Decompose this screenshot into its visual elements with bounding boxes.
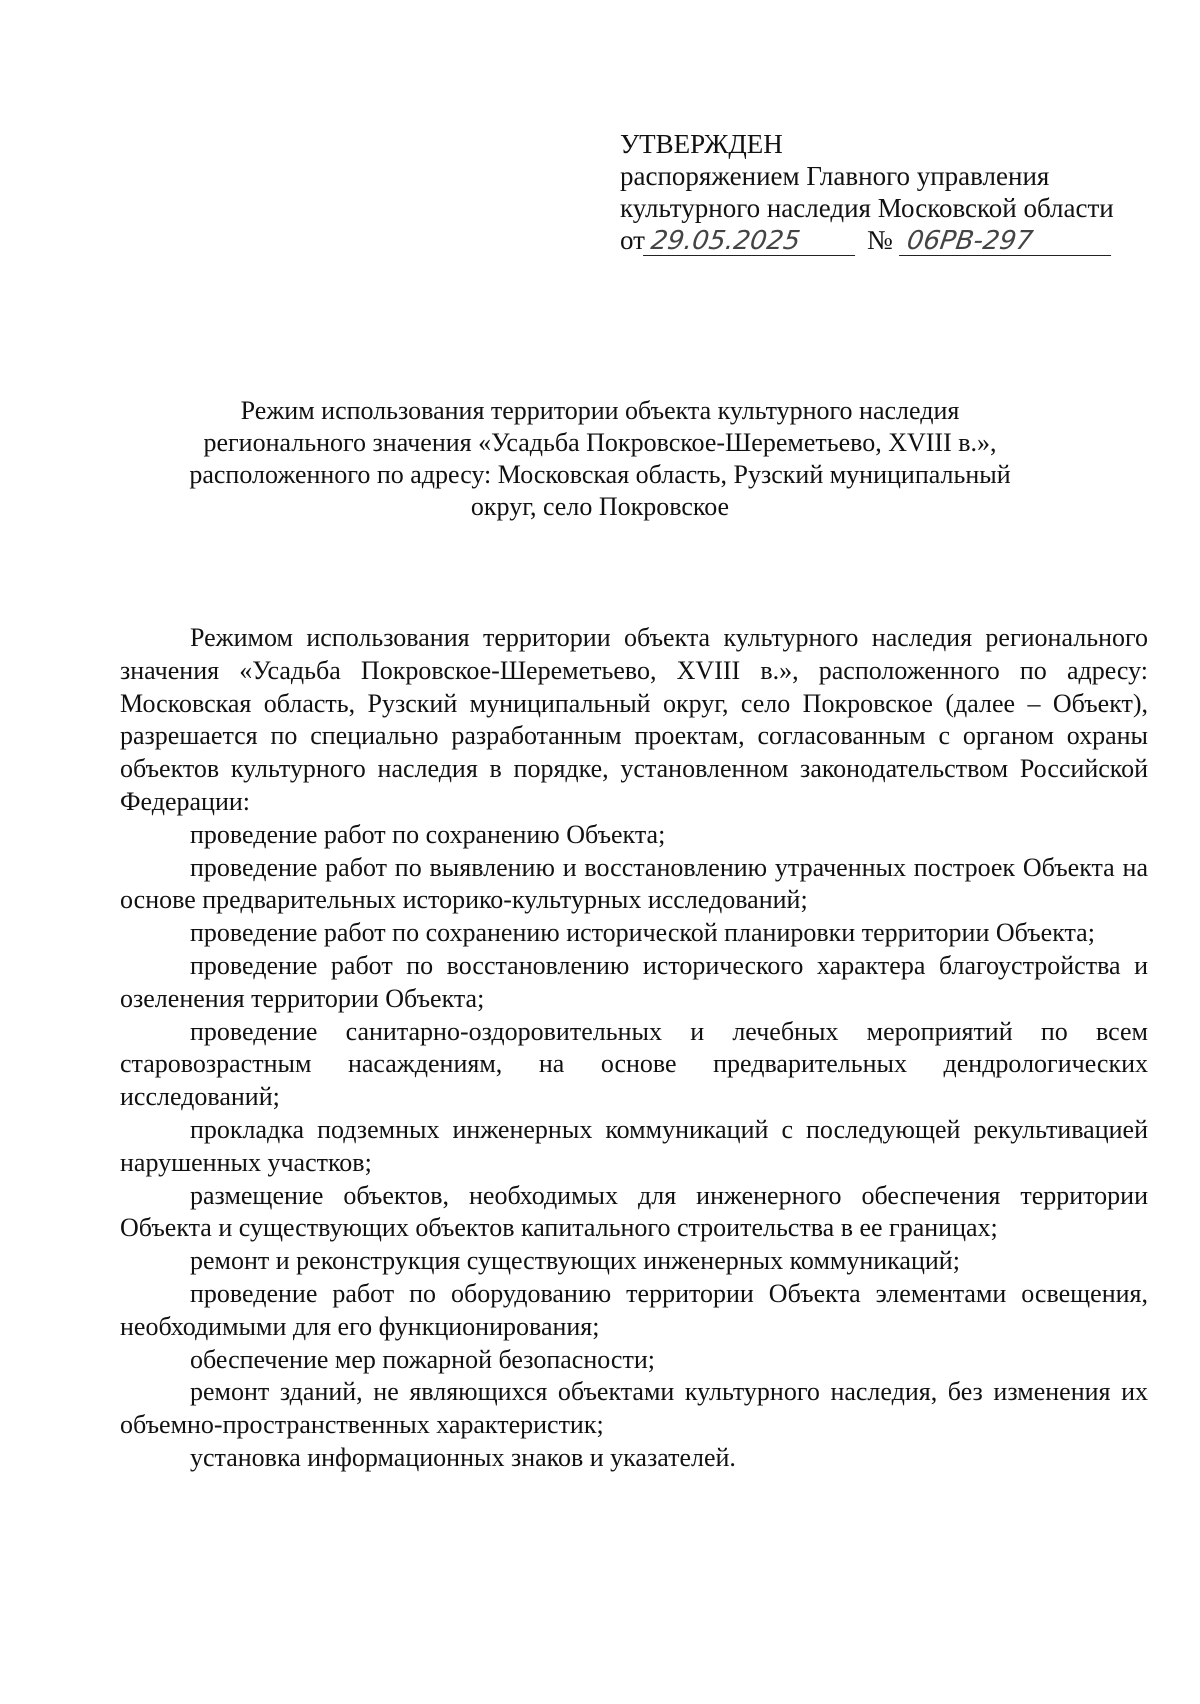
body-paragraph: ремонт и реконструкция существующих инженерных коммуникаций; [190,1246,960,1276]
approval-block [620,128,1160,256]
body-paragraph: проведение санитарно-оздоровительных и лечебных мероприятий по всем старовозрастным насаждениям, на основе предварительных дендрологических исследований; [120,1016,1148,1112]
title-line: регионального значения «Усадьба Покровское-Шереметьево, XVIII в.», [203,428,997,457]
approval-line-1: распоряжением Главного управления [620,161,1050,191]
approval-heading: УТВЕРЖДЕН [620,129,783,159]
body-paragraph: размещение объектов, необходимых для инженерного обеспечения территории Объекта и существующих объектов капитального строительства в ее границах; [120,1180,1148,1243]
title-line: расположенного по адресу: Московская область, Рузский муниципальный [189,460,1011,489]
body-paragraph: установка информационных знаков и указателей. [190,1442,736,1472]
handwritten-date: 29.05.2025 [643,227,859,256]
body-paragraph: ремонт зданий, не являющихся объектами культурного наследия, без изменения их объемно-пространственных характеристик; [120,1377,1148,1440]
body-paragraph: проведение работ по сохранению исторической планировки территории Объекта; [190,918,1095,948]
date-prefix: от [620,225,645,255]
handwritten-number: 06РВ-297 [899,227,1115,256]
body-paragraph: проведение работ по восстановлению исторического характера благоустройства и озеленения территории Объекта; [120,950,1148,1013]
body-paragraph: Режимом использования территории объекта культурного наследия регионального значения «Усадьба Покровское-Шереметьево, XVIII в.», расположенного по адресу: Московская область, Рузский муниципальный округ, село Покровское (далее – Объект), разрешается по специально разработанным проектам, согласованным с органом охраны объектов культурного наследия в порядке, установленном законодательством Российской Федерации: [120,623,1148,816]
title-line: Режим использования территории объекта культурного наследия [240,396,960,425]
number-sign: № [866,225,893,255]
body-paragraph: прокладка подземных инженерных коммуникаций с последующей рекультивацией нарушенных участков; [120,1114,1148,1177]
title-line: округ, село Покровское [470,492,730,521]
approval-line-2: культурного наследия Московской области [620,193,1114,223]
body-paragraph: проведение работ по оборудованию территории Объекта элементами освещения, необходимыми для его функционирования; [120,1278,1148,1341]
body-paragraph: проведение работ по сохранению Объекта; [190,819,666,849]
body-paragraph: проведение работ по выявлению и восстановлению утраченных построек Объекта на основе предварительных историко-культурных исследований; [120,852,1148,915]
approval-date-line [620,224,1160,256]
document-title [140,395,1060,523]
document-body [120,622,1148,1475]
body-paragraph: обеспечение мер пожарной безопасности; [190,1344,655,1374]
